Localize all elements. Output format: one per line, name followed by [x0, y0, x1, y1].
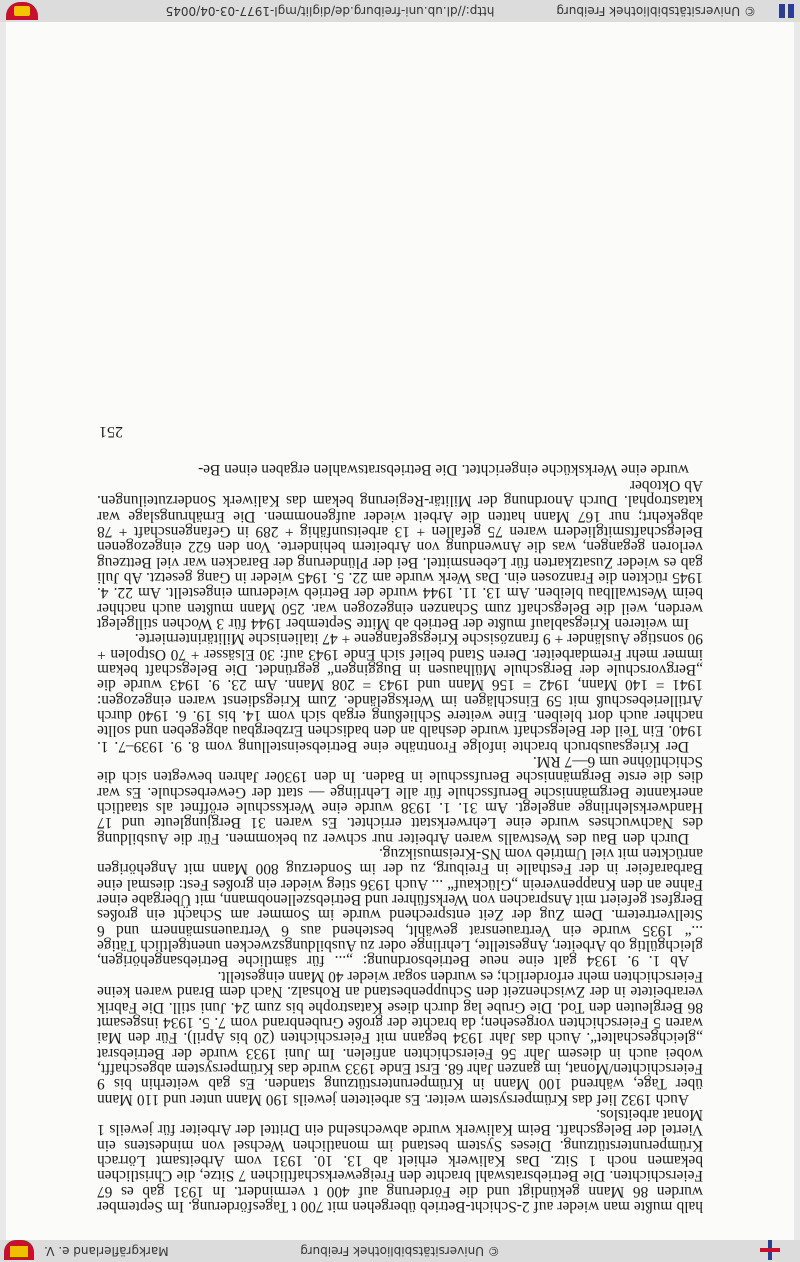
- paragraph: Auch 1932 lief das Krümpersystem weiter. Es arbeiteten jeweils 190 Mann unter und 110 Mann über Tage, während 100 Mann in Krümperunterstützung standen. Es gab weiterhin bis 9 Feierschichten/Monat, im ganzen Jahr 68. Erst Ende 1933 wurde das Krümpersystem abgeschafft, wobei auch in diesem Jahr 56 Feierschichten anfielen. Im Juni 1933 wurde der Betriebsrat „gleichgeschaltet“. Auch das Jahr 1934 begann mit Feierschichten (20 bis April). Für den Mai waren 5 Feierschichten vorgesehen; da brachte der große Grubenbrand vom 7. 5. 1934 insgesamt 86 Bergleuten den Tod. Die Grube lag durch diese Katastrophe bis zum 24. Juni still. Die Fabrik verarbeitete in der Zwischenzeit den Schuppenbestand an Rohsalz. Nach dem Brand waren keine Feierschichten mehr erforderlich; es wurden sogar wieder 40 Mann eingestellt.: [97, 967, 703, 1108]
- footer-library-text: © Universitätsbibliothek Freiburg: [300, 1244, 500, 1258]
- header-bar: [0, 0, 800, 22]
- header-library-text: © Universitätsbibliothek Freiburg: [556, 4, 756, 18]
- left-margin-strip: [794, 22, 800, 1240]
- paragraph: Ab 1. 9. 1934 galt eine neue Betriebsordnung: „... für sämtliche Betriebsangehörigen, gleichgültig ob Arbeiter, Angestellte, Lehrlinge oder zu Ausbildungszwecken unentgeltlich Tätige ...“ 1935 wurde ein Vertrauensrat gewählt, bestehend aus 6 Vertrauensmännern und 6 Stellvertretern. Dem Zug der Zeit entsprechend wurde im Sommer am Schacht ein großes Bergfest gefeiert mit Ansprachen von Werksführer und Betriebszellenobmann, mit Übergabe einer Fahne an den Knappenverein „Glückauf“ ... Auch 1936 stieg wieder ein großes Fest: diesmal eine Barbarafeier in der Festhalle in Freiburg, zu der im Sonderzug 800 Mann mit Angehörigen anrückten mit viel Umtrieb vom NS-Kreismusikzug.: [97, 845, 703, 970]
- permalink-url[interactable]: http://dl.ub.uni-freiburg.de/diglit/mgl-1977-03-04/0045: [165, 4, 495, 18]
- geschichtsverein-crest-icon: [6, 2, 38, 20]
- paragraph: Der Kriegsausbruch brachte infolge Frontnähe eine Betriebseinstellung vom 8. 9. 1939–7. 1. 1940. Ein Teil der Belegschaft wurde deshalb an den badischen Erzbergbau abgegeben und sollte nachher auch dort bleiben. Eine weitere Schließung ergab sich vom 14. bis 19. 6. 1940 durch Artilleriebeschuß mit 59 Einschlägen im Werksgelände. Zum Kriegsdienst waren eingezogen: 1941 = 140 Mann, 1942 = 156 Mann und 1943 = 208 Mann. Am 23. 9. 1943 wurde die „Bergvorschule der Bergschule Mülhausen in Buggingen“ gegründet. Die Belegschaft bekam immer mehr Fremdarbeiter. Deren Stand belief sich Ende 1943 auf: 30 Elsässer + 70 Ostpolen + 90 sonstige Ausländer + 9 französische Kriegsgefangene + 47 italienische Militärinternierte.: [97, 630, 703, 755]
- footer-society-text: Markgräflerland e. V.: [44, 1244, 169, 1258]
- geschichtsverein-crest-icon: [4, 1240, 34, 1260]
- page-number: 251: [99, 423, 123, 441]
- paragraph: Durch den Bau des Westwalls waren Arbeiter nur schwer zu bekommen. Für die Ausbildung des Nachwuchses wurde eine Lehrwerkstatt errichtet. Es waren 31 Bergjungleute und 17 Handwerkslehrlinge angelegt. Am 31. 1. 1938 wurde eine Werksschule eröffnet als staatlich anerkannte Bergmännische Berufsschule für alle Lehrlinge — statt der Gewerbeschule. Es war dies die erste Bergmännische Berufsschule in Baden. In den 1930er Jahren bewegten sich die Schichtlöhne um 6—7 RM.: [97, 753, 703, 847]
- paragraph: Im weiteren Kriegsablauf mußte der Betrieb ab Mitte September 1944 für 3 Wochen stillgelegt werden, weil die Belegschaft zum Schanzen eingezogen war. 250 Mann mußten auch nachher beim Westwallbau bleiben. Am 13. 11. 1944 wurde der Betrieb wiederum eingestellt. Am 22. 4. 1945 rückten die Franzosen ein. Das Werk wurde am 22. 5. 1945 wieder in Gang gesetzt. Ab Juli gab es wieder Zusatzkarten für Lebensmittel. Bei der Plünderung der Baracken war viel Bettzeug verloren gegangen, was die Anwendung von Arbeitern behinderte. Von den 622 eingezogenen Belegschaftsmitgliedern waren 75 gefallen + 13 arbeitsunfähig + 289 in Gefangenschaft + 78 abgekehrt; nur 167 Mann hatten die Arbeit wieder aufgenommen. Die Ernährungslage war katastrophal. Durch Anordnung der Militär-Regierung bekam das Kaliwerk Sonderzuteilungen. Ab Oktober: [97, 476, 703, 632]
- right-margin-strip: [0, 22, 6, 1240]
- page-content: [97, 394, 703, 1214]
- paragraph: wurde eine Werksküche eingerichtet. Die Betriebsratswahlen ergaben einen Be-: [198, 461, 689, 479]
- footer-bar: [0, 1240, 800, 1262]
- body-text: [97, 462, 703, 1214]
- paragraph: halb mußte man wieder auf 2-Schicht-Betrieb übergehen mit 700 t Tagesförderung. Im September wurden 86 Mann gekündigt und die Förderung auf 400 t vermindert. In 1931 gab es 67 Feierschichten. Die Betriebsratswahl brachte den Freigewerkschaftlichen 7 Sitze, die Christlichen bekamen noch 1 Sitz. Das Kaliwerk erhielt ab 13. 10. 1931 vom Arbeitsamt Lörrach Krümperunterstützung. Dieses System bestand im monatlichen Wechsel von mindestens ein Viertel der Belegschaft. Beim Kaliwerk wurde abwechselnd ein Drittel der Arbeiter für jeweils 1 Monat arbeitslos.: [97, 1105, 703, 1215]
- ub-freiburg-logo-icon: [766, 2, 794, 20]
